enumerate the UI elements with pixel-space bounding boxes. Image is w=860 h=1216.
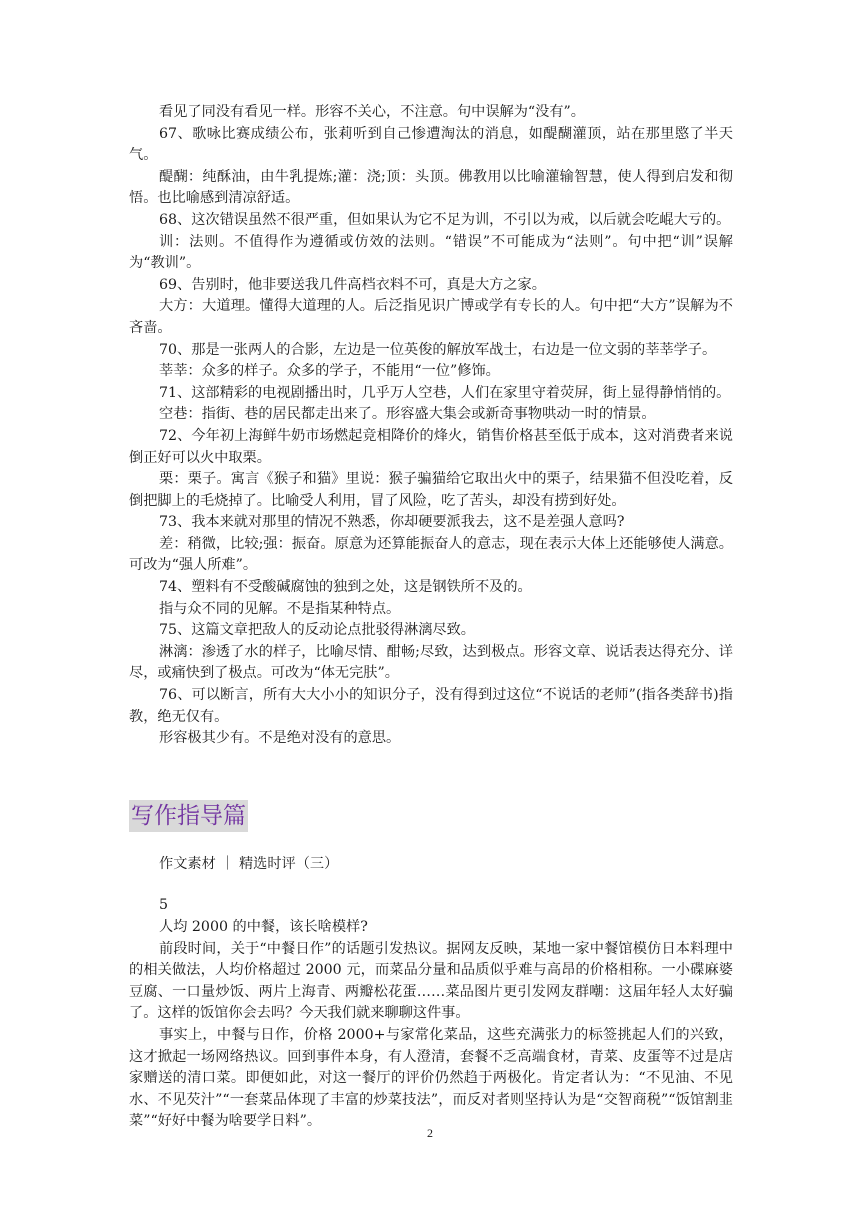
article-headline: 人均 2000 的中餐，该长啥模样? bbox=[159, 919, 368, 935]
spacer bbox=[129, 875, 733, 895]
page-content bbox=[129, 102, 733, 1133]
entry-line: 75、这篇文章把敌人的反动论点批驳得淋漓尽致。 bbox=[159, 622, 475, 639]
article-paragraph: 事实上，中餐与日作，价格 2000+与家常化菜品，这些充满张力的标签挑起人们的兴致，这才掀起一场网络热议。回到事件本身，有人澄清，套餐不乏高端食材，青菜、皮蛋等不过是店家赠送的清口菜。即便如此，对这一餐厅的评价仍然趋于两极化。肯定者认为：“不见油、不见水、不见芡汁”“一套菜品体现了丰富的炒菜技法”，而反对者则坚持认为是“交智商税”“饭馆割韭菜”“好好中餐为啥要学日料”。 bbox=[129, 1026, 733, 1130]
article-number: 5 bbox=[159, 897, 169, 914]
entry-line: 莘莘：众多的样子。众多的学子，不能用“一位”修饰。 bbox=[159, 363, 500, 380]
entry-line: 67、歌咏比赛成绩公布，张莉听到自己惨遭淘汰的消息，如醍醐灌顶，站在那里愍了半天气。 bbox=[129, 125, 733, 164]
entry-line: 栗：栗子。寓言《猴子和猫》里说：猴子骗猫给它取出火中的栗子，结果猫不但没吃着，反倒把脚上的毛烧掉了。比喻受人利用，冒了风险，吃了苦头，却没有捞到好处。 bbox=[129, 471, 733, 509]
entry-line: 淋漓：渗透了水的样子，比喻尽情、酣畅;尽致，达到极点。形容文章、说话表达得充分、详尽，或痛快到了极点。可改为“体无完肤”。 bbox=[129, 643, 733, 682]
entry-line: 76、可以断言，所有大大小小的知识分子，没有得到过这位“不说话的老师”(指各类辞书)指教，绝无仅有。 bbox=[129, 687, 733, 725]
section-title: 写作指导篇 bbox=[129, 800, 248, 832]
entry-line: 训：法则。不值得作为遵循或仿效的法则。“错误”不可能成为“法则”。句中把“训”误解为“教训”。 bbox=[129, 233, 733, 272]
section-subheading: 作文素材 ｜ 精选时评（三） bbox=[159, 855, 339, 872]
entry-line: 空巷：指街、巷的居民都走出来了。形容盛大集会或新奇事物哄动一时的情景。 bbox=[159, 406, 656, 423]
entry-line: 70、那是一张两人的合影，左边是一位英俊的解放军战士，右边是一位文弱的莘莘学子。 bbox=[159, 341, 717, 358]
entry-line: 69、告别时，他非要送我几件高档衣料不可，真是大方之家。 bbox=[159, 276, 546, 293]
page-number: 2 bbox=[427, 1126, 433, 1140]
idiom-entries bbox=[129, 102, 733, 750]
entry-line: 74、塑料有不受酸碱腐蚀的独到之处，这是钢铁所不及的。 bbox=[159, 579, 532, 596]
entry-line: 68、这次错误虽然不很严重，但如果认为它不足为训，不引以为戒，以后就会吃崐大亏的。 bbox=[159, 211, 731, 228]
entry-line: 差：稍微，比较;强：振奋。原意为还算能振奋人的意志，现在表示大体上还能够使人满意。可改为“强人所难”。 bbox=[129, 535, 733, 574]
entry-line: 看见了同没有看见一样。形容不关心，不注意。句中误解为“没有”。 bbox=[159, 104, 585, 120]
entry-line: 72、今年初上海鲜牛奶市场燃起竞相降价的烽火，销售价格甚至低于成本，这对消费者来说倒正好可以火中取栗。 bbox=[129, 427, 733, 466]
article-paragraph: 前段时间，关于“中餐日作”的话题引发热议。据网友反映，某地一家中餐馆模仿日本料理中的相关做法，人均价格超过 2000 元，而菜品分量和品质似乎难与高昂的价格相称。一小碟麻婆豆腐、一口量炒饭、两片上海青、两瓣松花蛋……菜品图片更引发网友群嘲：这届年轻人太好骗了。这样的饭馆你会去吗？今天我们就来聊聊这件事。 bbox=[129, 940, 733, 1022]
entry-line: 指与众不同的见解。不是指某种特点。 bbox=[159, 600, 401, 617]
article bbox=[129, 895, 733, 1133]
entry-line: 大方：大道理。懂得大道理的人。后泛指见识广博或学有专长的人。句中把“大方”误解为不吝啬。 bbox=[129, 298, 733, 336]
entry-line: 73、我本来就对那里的情况不熟悉，你却硬要派我去，这不是差强人意吗? bbox=[159, 514, 625, 531]
entry-line: 形容极其少有。不是绝对没有的意思。 bbox=[159, 730, 401, 747]
entry-line: 71、这部精彩的电视剧播出时，几乎万人空巷，人们在家里守着荧屏，街上显得静悄悄的。 bbox=[159, 384, 731, 401]
entry-line: 醍醐：纯酥油，由牛乳提炼;灌：浇;顶：头顶。佛教用以比喻灌输智慧，使人得到启发和彻悟。也比喻感到清凉舒适。 bbox=[129, 168, 733, 207]
